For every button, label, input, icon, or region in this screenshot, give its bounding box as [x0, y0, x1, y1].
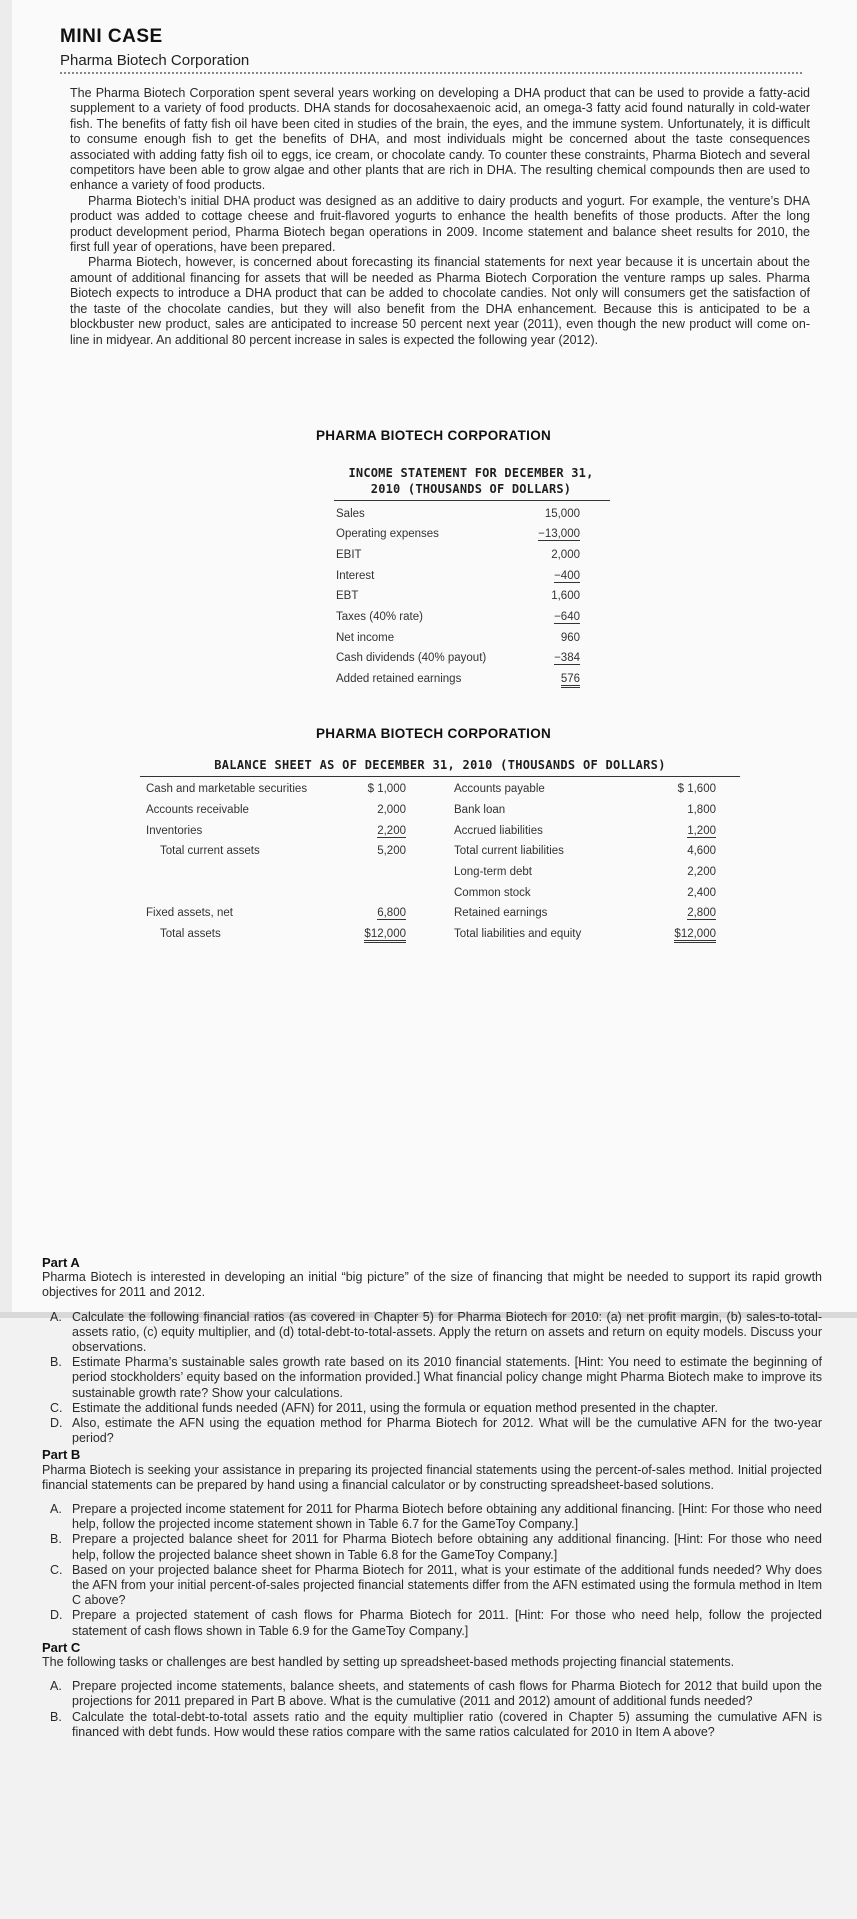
table-row — [336, 508, 580, 526]
liability-value: 4,600 — [687, 845, 716, 857]
item-letter: A. — [50, 1309, 62, 1324]
item-text: Estimate the additional funds needed (AFN) for 2011, using the formula or equation method presented in the chapter. — [72, 1400, 719, 1415]
list-item — [42, 1502, 822, 1532]
row-label: EBIT — [336, 549, 362, 561]
row-value: 2,000 — [551, 549, 580, 561]
liability-label: Long-term debt — [454, 866, 532, 878]
dotted-divider — [60, 72, 802, 74]
item-letter: B. — [50, 1355, 62, 1370]
asset-value: 2,000 — [377, 804, 406, 816]
asset-label: Inventories — [146, 825, 203, 837]
list-item — [42, 1310, 822, 1356]
asset-value: 2,200 — [377, 825, 406, 837]
item-letter: C. — [50, 1562, 63, 1577]
item-text: Based on your projected balance sheet for Pharma Biotech for 2011, what is your estimate of the additional funds needed? Why does the AFN from your initial percent-of-sales projected financial statements differ from the AFN estimated using the formula method in Item C above? — [72, 1562, 822, 1608]
liability-value: 1,800 — [687, 804, 716, 816]
row-value: 576 — [561, 673, 580, 688]
balance-sheet-company: PHARMA BIOTECH CORPORATION — [316, 726, 552, 741]
part-a-intro: Pharma Biotech is interested in developing an initial “big picture” of the size of financing that might be needed to support its rapid growth objectives for 2011 and 2012. — [42, 1270, 822, 1300]
narrative-paragraph: The Pharma Biotech Corporation spent several years working on developing a DHA product that can be used to provide a fatty-acid supplement to a variety of food products. DHA stands for docosahexaenoic acid, an omega-3 fatty acid found naturally in cold-water fish. The benefits of fatty fish oil have been cited in studies of the brain, the eyes, and the immune system. Unfortunately, it is difficult to consume enough fish to get the benefits of DHA, and most individuals might be concerned about the taste consequences associated with adding fatty fish oil to eggs, ice cream, or chocolate candy. To counter these constraints, Pharma Biotech and several competitors have been able to grow algae and other plants that are rich in DHA. The resulting chemical compounds then are used to enhance a variety of food products. — [70, 86, 810, 193]
asset-label: Accounts receivable — [146, 804, 249, 816]
liability-value: 2,200 — [687, 866, 716, 878]
income-statement-title-line1: INCOME STATEMENT FOR DECEMBER 31, — [348, 466, 594, 480]
part-b-intro: Pharma Biotech is seeking your assistance in preparing its projected financial statements using the percent-of-sales method. Initial projected financial statements can be prepared by hand using a financial calculator or by constructing spreadsheet-based solutions. — [42, 1462, 822, 1492]
table-row — [336, 673, 580, 691]
table-row — [336, 528, 580, 546]
asset-label: Total current assets — [160, 845, 260, 857]
liability-label: Bank loan — [454, 804, 506, 816]
row-label: Operating expenses — [336, 528, 439, 540]
liability-label: Accrued liabilities — [454, 825, 543, 837]
list-item — [42, 1710, 822, 1740]
income-statement-title — [334, 465, 608, 497]
liability-label: Common stock — [454, 887, 531, 899]
row-label: Interest — [336, 570, 375, 582]
case-narrative — [70, 86, 810, 348]
item-letter: B. — [50, 1709, 62, 1724]
list-item — [42, 1608, 822, 1638]
table-row — [336, 570, 580, 588]
list-item — [42, 1679, 822, 1709]
liability-value: 2,800 — [687, 907, 716, 919]
list-item — [42, 1563, 822, 1609]
table-row — [336, 611, 580, 629]
list-item — [42, 1532, 822, 1562]
item-letter: D. — [50, 1608, 63, 1623]
asset-value: $ 1,000 — [367, 783, 406, 795]
case-questions — [42, 1254, 822, 1740]
narrative-paragraph: Pharma Biotech, however, is concerned about forecasting its financial statements for next year because it is uncertain about the amount of additional financing for assets that will be needed as Pharma Biotech Corporation the venture ramps up sales. Pharma Biotech expects to introduce a DHA product that can be added to chocolate candies. Not only will consumers get the satisfaction of the taste of the chocolate candies, but they will also benefit from the DHA enhancement. Because this is anticipated to be a blockbuster new product, sales are anticipated to increase 50 percent next year (2011), even though the new product will come on-line in midyear. An additional 80 percent increase in sales is expected the following year (2012). — [70, 255, 810, 347]
liability-value: $ 1,600 — [677, 783, 716, 795]
liability-value: 1,200 — [687, 825, 716, 837]
table-row — [336, 590, 580, 608]
item-text: Calculate the total-debt-to-total assets ratio and the equity multiplier ratio (covered in Chapter 5) assuming the cumulative AFN is financed with debt funds. How would these ratios compare with the same ratios calculated for 2010 in Item A above? — [72, 1709, 822, 1739]
asset-label: Total assets — [160, 928, 221, 940]
part-c-intro: The following tasks or challenges are best handled by setting up spreadsheet-based methods projecting financial statements. — [42, 1655, 735, 1670]
row-label: EBT — [336, 590, 359, 602]
liability-value: 2,400 — [687, 887, 716, 899]
item-letter: A. — [50, 1679, 62, 1694]
part-a-heading: Part A — [42, 1255, 80, 1270]
liability-label: Total current liabilities — [454, 845, 564, 857]
item-letter: C. — [50, 1400, 63, 1415]
asset-label: Cash and marketable securities — [146, 783, 308, 795]
item-text: Prepare projected income statements, balance sheets, and statements of cash flows for Pharma Biotech for 2012 that build upon the projections for 2011 prepared in Part B above. What is the cumulative (2011 and 2012) amount of additional funds needed? — [72, 1679, 822, 1709]
part-b-heading: Part B — [42, 1447, 81, 1463]
list-item — [42, 1416, 822, 1446]
balance-sheet-rule — [140, 776, 740, 777]
row-label: Cash dividends (40% payout) — [336, 652, 487, 664]
row-label: Taxes (40% rate) — [336, 611, 423, 623]
item-letter: D. — [50, 1416, 63, 1431]
row-label: Added retained earnings — [336, 673, 462, 685]
row-value: −640 — [554, 611, 580, 623]
part-c-heading: Part C — [42, 1639, 81, 1655]
list-item — [42, 1401, 822, 1416]
table-row — [336, 549, 580, 567]
item-text: Also, estimate the AFN using the equation method for Pharma Biotech for 2012. What will be the cumulative AFN for the two-year period? — [72, 1416, 822, 1446]
income-statement-company: PHARMA BIOTECH CORPORATION — [316, 428, 552, 443]
item-text: Prepare a projected income statement for 2011 for Pharma Biotech before obtaining any additional financing. [Hint: For those who need help, follow the projected income statement shown in Table 6.7 for the GameToy Company.] — [72, 1502, 822, 1532]
item-text: Prepare a projected statement of cash flows for Pharma Biotech for 2011. [Hint: For those who need help, follow the projected statement of cash flows shown in Table 6.9 for the GameToy Company.] — [72, 1608, 822, 1638]
table-row — [336, 652, 580, 670]
liability-label: Accounts payable — [454, 783, 545, 795]
item-letter: B. — [50, 1532, 62, 1547]
case-header — [60, 26, 249, 69]
item-text: Estimate Pharma’s sustainable sales growth rate based on its 2010 financial statements. [Hint: You need to estimate the beginning of period stockholders’ equity based on the information provided.] What financial policy change might Pharma Biotech make to improve its sustainable growth rate? Show your calculations. — [72, 1355, 822, 1400]
item-text: Calculate the following financial ratios (as covered in Chapter 5) for Pharma Biotech for 2010: (a) net profit margin, (b) sales-to-total-assets ratio, (c) equity multiplier, and (d) total-debt-to-total-assets. Apply the return on assets and return on equity models. Discuss your observations. — [72, 1309, 822, 1355]
income-statement-title-line2: 2010 (THOUSANDS OF DOLLARS) — [370, 482, 572, 496]
income-statement-rule — [334, 500, 610, 501]
asset-value: $12,000 — [364, 928, 406, 943]
liability-value: $12,000 — [674, 928, 716, 943]
case-company-title: Pharma Biotech Corporation — [60, 52, 250, 69]
table-row — [336, 632, 580, 650]
row-value: 1,600 — [551, 590, 580, 602]
row-value: −13,000 — [538, 528, 580, 540]
asset-label: Fixed assets, net — [146, 907, 233, 919]
row-value: 960 — [560, 632, 580, 644]
narrative-paragraph: Pharma Biotech’s initial DHA product was designed as an additive to dairy products and yogurt. For example, the venture’s DHA product was added to cottage cheese and fruit-flavored yogurts to enhance the health benefits of those products. After the long product development period, Pharma Biotech began operations in 2009. Income statement and balance sheet results for 2010, the first full year of operations, have been prepared. — [70, 193, 810, 255]
row-value: −400 — [554, 570, 580, 582]
row-value: −384 — [554, 652, 580, 664]
liability-label: Total liabilities and equity — [454, 928, 582, 940]
item-letter: A. — [50, 1502, 62, 1517]
list-item — [42, 1355, 822, 1401]
liability-label: Retained earnings — [454, 907, 548, 919]
item-text: Prepare a projected balance sheet for 2011 for Pharma Biotech before obtaining any additional financing. [Hint: For those who need help, follow the projected balance sheet shown in Table 6.8 for the GameToy Company.] — [72, 1532, 822, 1562]
row-label: Sales — [336, 508, 365, 520]
mini-case-label: MINI CASE — [60, 26, 163, 47]
row-value: 15,000 — [544, 508, 580, 520]
asset-value: 6,800 — [377, 907, 406, 919]
balance-sheet-title: BALANCE SHEET AS OF DECEMBER 31, 2010 (THOUSANDS OF DOLLARS) — [214, 758, 666, 772]
row-label: Net income — [336, 632, 395, 644]
asset-value: 5,200 — [377, 845, 406, 857]
